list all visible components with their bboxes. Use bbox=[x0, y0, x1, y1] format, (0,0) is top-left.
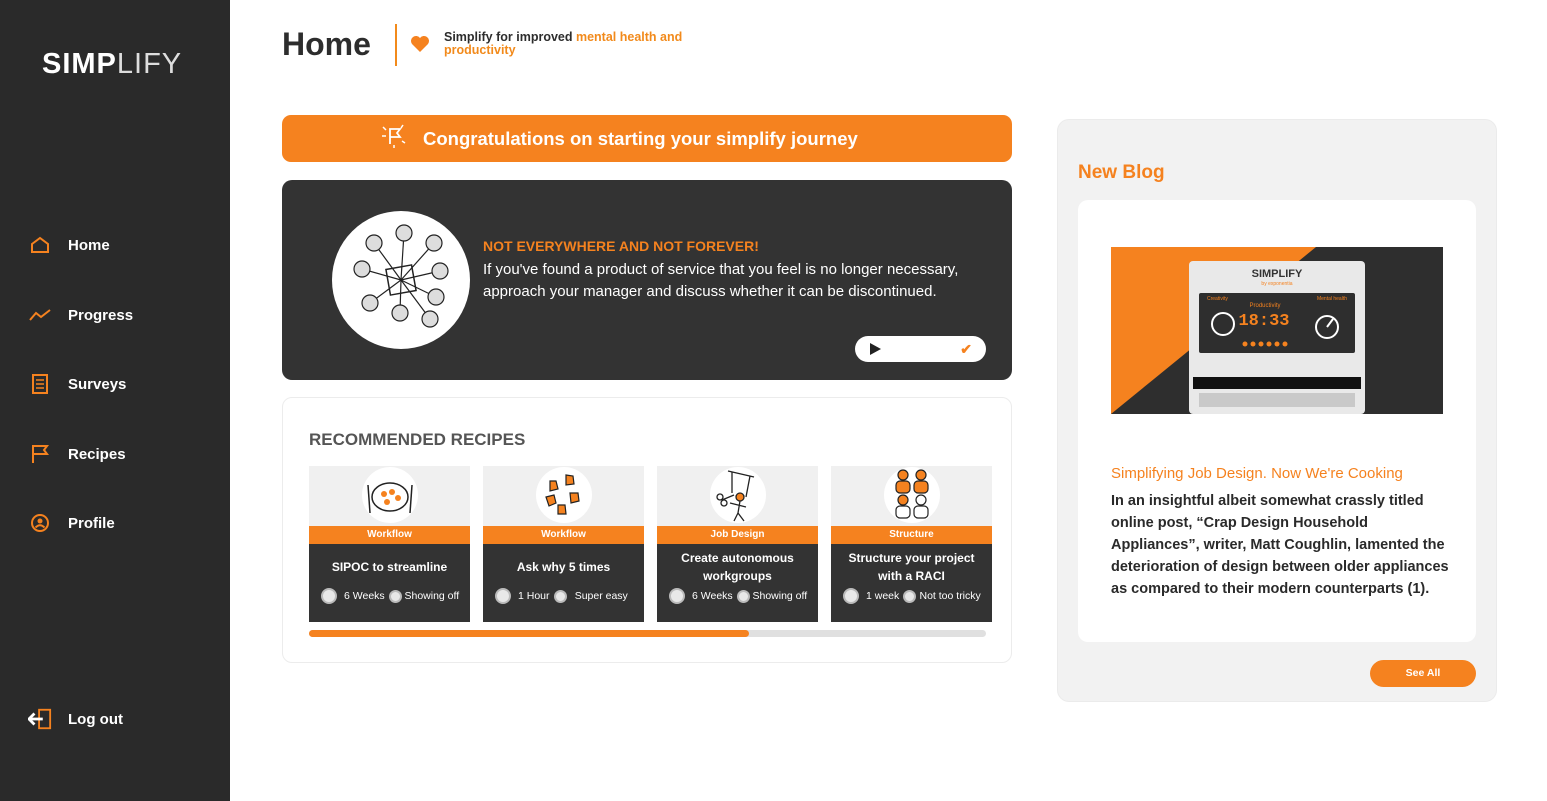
app-logo[interactable] bbox=[42, 48, 182, 81]
difficulty-icon bbox=[737, 590, 750, 603]
recipe-card[interactable] bbox=[309, 466, 470, 622]
sidebar-item-progress[interactable] bbox=[28, 304, 133, 326]
recipe-meta bbox=[321, 581, 462, 611]
tip-card bbox=[282, 180, 1012, 380]
play-icon[interactable] bbox=[870, 343, 881, 355]
oven-label-right: Mental health bbox=[1316, 296, 1347, 302]
recipe-meta bbox=[669, 581, 810, 611]
tip-actions bbox=[855, 336, 986, 362]
difficulty-icon bbox=[554, 590, 567, 603]
celebration-flag-icon bbox=[379, 121, 409, 156]
tagline-dark: Simplify for improved bbox=[444, 30, 576, 44]
sidebar-item-label: Surveys bbox=[68, 375, 127, 393]
oven-label-center: Productivity bbox=[1249, 303, 1281, 309]
progress-icon bbox=[28, 304, 52, 326]
blog-card[interactable] bbox=[1078, 200, 1476, 642]
recipes-title: RECOMMENDED RECIPES bbox=[309, 430, 526, 449]
sidebar-item-label: Progress bbox=[68, 306, 134, 324]
sidebar-item-recipes[interactable] bbox=[28, 443, 126, 465]
logo-light: LIFY bbox=[116, 48, 183, 80]
heart-icon bbox=[410, 35, 430, 58]
recipe-difficulty: Showing off bbox=[752, 589, 808, 602]
recipe-title: Create autonomous workgroups bbox=[681, 551, 794, 583]
plate-illustration bbox=[362, 467, 418, 523]
sidebar-item-label: Home bbox=[68, 236, 110, 254]
logout-label: Log out bbox=[68, 710, 123, 728]
recipe-difficulty: Showing off bbox=[404, 589, 460, 602]
logout-button[interactable] bbox=[28, 708, 123, 730]
surveys-icon bbox=[28, 373, 52, 395]
recipe-category: Workflow bbox=[309, 526, 470, 544]
blog-panel bbox=[1057, 119, 1497, 702]
recipe-body bbox=[831, 544, 992, 622]
tagline bbox=[444, 31, 704, 57]
recipe-card[interactable] bbox=[831, 466, 992, 622]
banner-text: Congratulations on starting your simplify journey bbox=[423, 127, 858, 149]
recipe-category: Structure bbox=[831, 526, 992, 544]
recipe-duration: 6 Weeks bbox=[344, 590, 385, 602]
recipe-card[interactable] bbox=[657, 466, 818, 622]
blog-excerpt: In an insightful albeit somewhat crassly titled online post, “Crap Design Household Appliances”, writer, Matt Coughlin, lamented the deterioration of design between older appliances as compared to their modern counterparts (1). bbox=[1111, 493, 1449, 597]
logo-bold: SIMP bbox=[42, 48, 117, 80]
raci-people-illustration bbox=[884, 467, 940, 523]
recipe-body bbox=[483, 544, 644, 622]
recipe-body bbox=[309, 544, 470, 622]
recipe-category: Job Design bbox=[657, 526, 818, 544]
clock-icon bbox=[495, 588, 511, 604]
network-illustration bbox=[332, 211, 470, 349]
oven-brand-sub: by exponentia bbox=[1261, 281, 1293, 287]
page-title: Home bbox=[282, 26, 371, 62]
sidebar-item-surveys[interactable] bbox=[28, 373, 126, 395]
recipe-body bbox=[657, 544, 818, 622]
blog-image bbox=[1111, 247, 1443, 414]
recipe-card[interactable] bbox=[483, 466, 644, 622]
recipe-category: Workflow bbox=[483, 526, 644, 544]
recipe-duration: 1 Hour bbox=[518, 590, 550, 602]
recipe-difficulty: Super easy bbox=[574, 589, 628, 602]
recipe-difficulty: Not too tricky bbox=[919, 589, 981, 602]
recommended-recipes-card bbox=[282, 397, 1012, 663]
blog-subtitle[interactable]: Simplifying Job Design. Now We're Cooking bbox=[1111, 465, 1403, 482]
recipe-image bbox=[483, 466, 644, 526]
sidebar bbox=[0, 0, 230, 801]
recipe-image bbox=[309, 466, 470, 526]
oven-time: 18:33 bbox=[1238, 312, 1290, 331]
recipe-title: Structure your project with a RACI bbox=[848, 551, 975, 583]
recipes-scrollbar-thumb[interactable] bbox=[309, 630, 749, 637]
blog-heading: New Blog bbox=[1078, 162, 1165, 183]
sidebar-item-label: Profile bbox=[68, 514, 115, 532]
recipes-scrollbar[interactable] bbox=[309, 630, 986, 637]
recipe-title: Ask why 5 times bbox=[516, 560, 611, 574]
sidebar-item-home[interactable] bbox=[28, 234, 110, 256]
tagline-orange: mental health and productivity bbox=[444, 30, 683, 57]
clock-icon bbox=[843, 588, 859, 604]
oven-label-left: Creativity bbox=[1207, 296, 1228, 302]
difficulty-icon bbox=[389, 590, 402, 603]
difficulty-icon bbox=[903, 590, 916, 603]
recipe-image bbox=[657, 466, 818, 526]
recipe-duration: 1 week bbox=[866, 590, 900, 602]
clock-icon bbox=[321, 588, 337, 604]
recipe-meta bbox=[843, 581, 984, 611]
welcome-banner bbox=[282, 115, 1012, 162]
recipe-duration: 6 Weeks bbox=[692, 590, 733, 602]
sidebar-item-label: Recipes bbox=[68, 445, 126, 463]
puppet-illustration bbox=[710, 467, 766, 523]
tip-title: NOT EVERYWHERE AND NOT FOREVER! bbox=[483, 238, 759, 254]
tip-body: If you've found a product of service that you feel is no longer necessary, approach your manager and discuss whether it can be discontinued. bbox=[483, 261, 959, 300]
recipe-image bbox=[831, 466, 992, 526]
home-icon bbox=[28, 234, 52, 256]
question-hands-illustration bbox=[536, 467, 592, 523]
logout-icon bbox=[28, 708, 52, 730]
recipe-meta bbox=[495, 581, 636, 611]
clock-icon bbox=[669, 588, 685, 604]
title-divider bbox=[395, 24, 397, 66]
see-all-button[interactable]: See All bbox=[1370, 660, 1476, 687]
sidebar-item-profile[interactable] bbox=[28, 512, 115, 534]
check-icon[interactable]: ✔ bbox=[960, 341, 972, 357]
flag-icon bbox=[28, 443, 52, 465]
profile-icon bbox=[28, 512, 52, 534]
oven-brand: SIMPLIFY bbox=[1251, 268, 1303, 280]
recipe-title: SIPOC to streamline bbox=[331, 560, 448, 574]
